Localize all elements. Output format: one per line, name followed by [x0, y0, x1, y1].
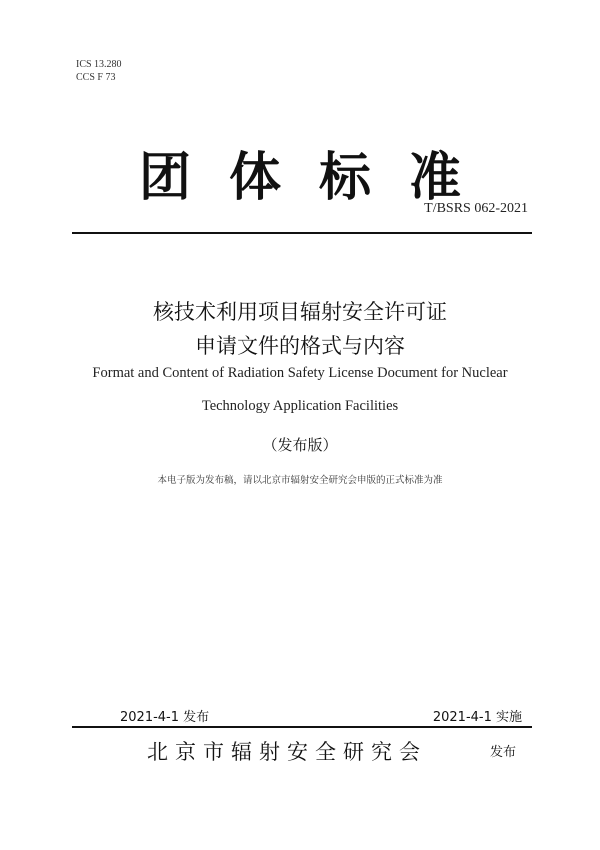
title-char: 准: [409, 148, 462, 208]
title-char: 体: [228, 148, 281, 208]
document-type-title: [0, 135, 600, 210]
disclaimer-note: 本电子版为发布稿，请以北京市辐射安全研究会申版的正式标准为准: [157, 475, 443, 486]
chinese-title-line-1: 核技术利用项目辐射安全许可证: [153, 300, 447, 324]
chinese-title-line-2: 申请文件的格式与内容: [195, 334, 405, 358]
publish-label: 发布: [490, 745, 517, 760]
issuing-organization: 北京市辐射安全研究会: [147, 740, 427, 764]
bottom-divider: [72, 726, 532, 728]
top-divider: [72, 232, 532, 234]
edition-label: （发布版）: [262, 436, 338, 454]
ccs-code: CCS F 73: [76, 72, 116, 83]
implement-date: 2021-4-1 实施: [432, 710, 522, 725]
publish-date: 2021-4-1 发布: [120, 710, 210, 725]
title-char: 团: [138, 148, 191, 208]
classification-codes: [76, 58, 122, 84]
english-title-line-2: Technology Application Facilities: [201, 398, 399, 414]
title-char: 标: [319, 148, 372, 208]
english-title-line-1: Format and Content of Radiation Safety License Document for Nuclear: [92, 365, 508, 381]
ics-code: ICS 13.280: [76, 59, 122, 70]
standard-number: T/BSRS 062-2021: [424, 201, 528, 216]
